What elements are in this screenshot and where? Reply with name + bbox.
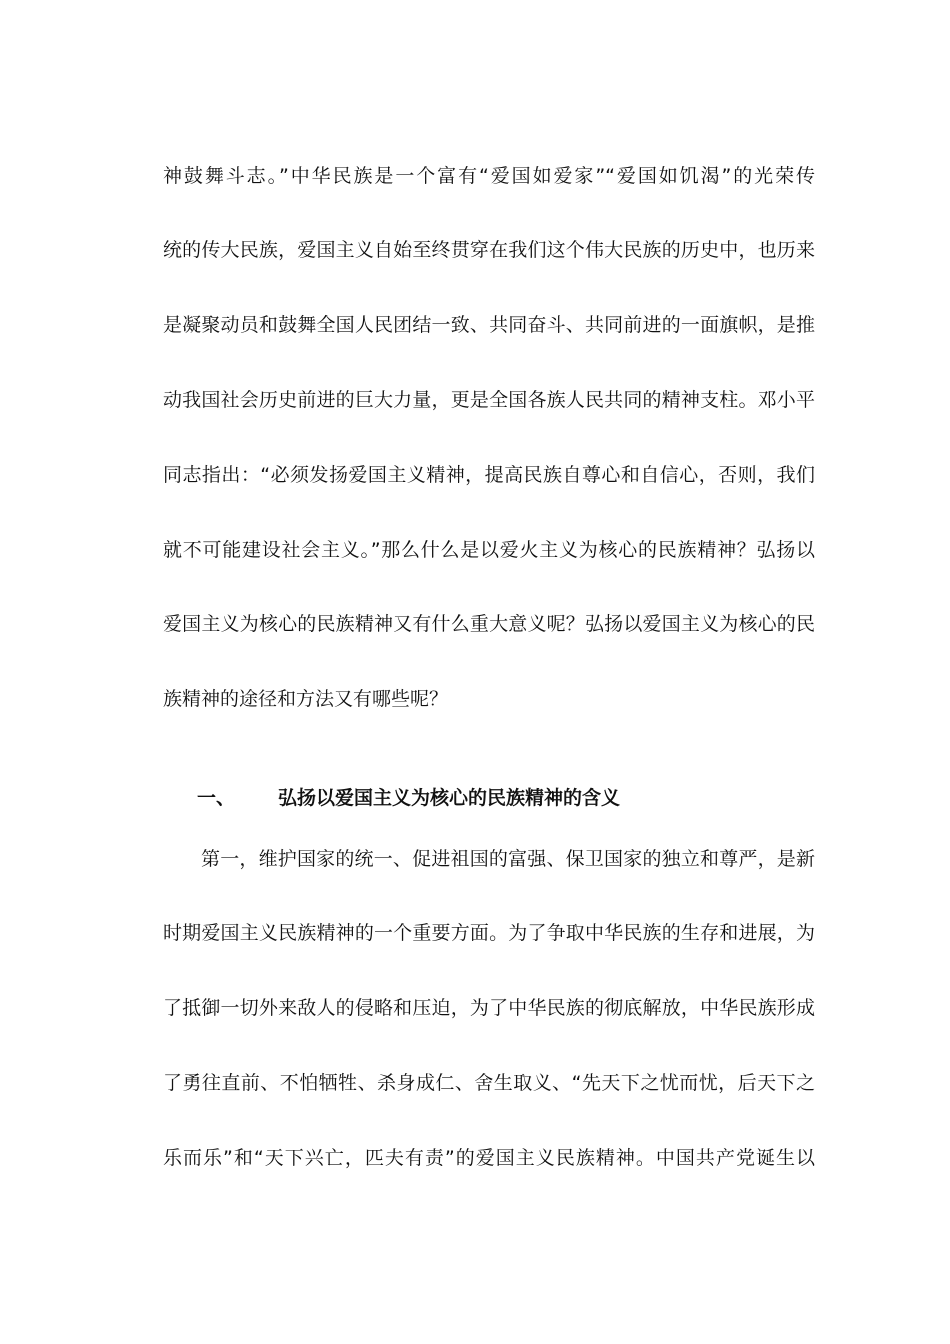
paragraph2-line-3: 了抵御一切外来敌人的侵略和压迫，为了中华民族的彻底解放，中华民族形成 (163, 997, 815, 1019)
paragraph2-line-1: 第一，维护国家的统一、促进祖国的富强、保卫国家的独立和尊严，是新 (201, 848, 815, 870)
paragraph1-line-3: 是凝聚动员和鼓舞全国人民团结一致、共同奋斗、共同前进的一面旗帜，是推 (163, 314, 815, 336)
section-title: 弘扬以爱国主义为核心的民族精神的含义 (278, 787, 621, 809)
paragraph1-line-8: 族精神的途径和方法又有哪些呢？ (163, 688, 449, 710)
paragraph1-line-2: 统的传大民族，爱国主义自始至终贯穿在我们这个伟大民族的历史中，也历来 (163, 239, 815, 261)
paragraph1-line-7: 爱国主义为核心的民族精神又有什么重大意义呢？弘扬以爱国主义为核心的民 (163, 613, 815, 635)
paragraph1-line-5: 同志指出：“必须发扬爱国主义精神，提高民族自尊心和自信心，否则，我们 (163, 464, 815, 486)
paragraph1-line-1: 神鼓舞斗志。”中华民族是一个富有“爱国如爱家”“爱国如饥渴”的光荣传 (163, 165, 815, 187)
section-number: 一、 (197, 787, 236, 809)
paragraph2-line-4: 了勇往直前、不怕牺牲、杀身成仁、舍生取义、“先天下之忧而忧，后天下之 (163, 1072, 815, 1094)
paragraph1-line-4: 动我国社会历史前进的巨大力量，更是全国各族人民共同的精神支柱。邓小平 (163, 389, 815, 411)
paragraph2-line-2: 时期爱国主义民族精神的一个重要方面。为了争取中华民族的生存和进展，为 (163, 922, 815, 944)
paragraph2-line-5: 乐而乐”和“天下兴亡，匹夫有责”的爱国主义民族精神。中国共产党诞生以 (163, 1147, 815, 1169)
paragraph1-line-6: 就不可能建设社会主义。”那么什么是以爱火主义为核心的民族精神？弘扬以 (163, 539, 815, 561)
